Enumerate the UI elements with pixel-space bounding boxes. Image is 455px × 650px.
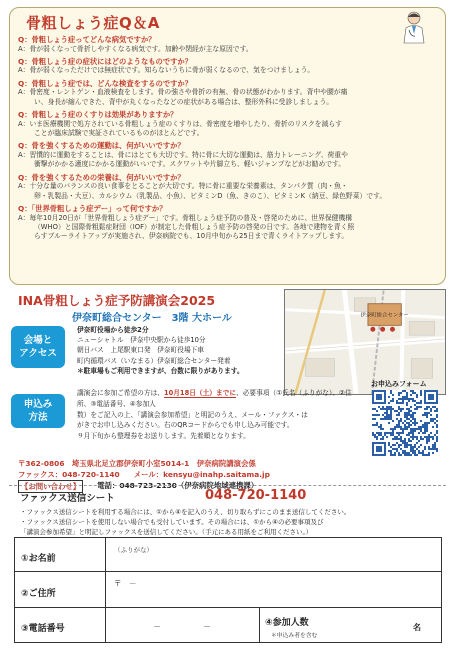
access-line: 朝日バス 上尾駅東口発 伊奈町役場下車 [77, 346, 205, 355]
qr-code-icon[interactable] [372, 390, 438, 456]
count-note: ＊申込み者を含む [271, 633, 318, 639]
count-unit: 名 [413, 623, 421, 632]
phone-separator: － [153, 622, 161, 631]
count-label: ④参加人数 [265, 618, 309, 628]
qa-item [18, 35, 437, 54]
answer: 衝撃がかかる適度にかかる運動がいいです。スクワットや片脚立ち、軽いジャンプなどがお勧めです。 [34, 160, 346, 169]
question: Q：骨粗しょう症ってどんな病気ですか？ [18, 35, 156, 44]
address: 〒362-0806 埼玉県北足立郡伊奈町小室5014-1 伊奈病院講演会係 [18, 459, 256, 468]
qr-label: お申込みフォーム [371, 380, 427, 388]
question: Q：骨粗しょう症の症状にはどのようなものですか？ [18, 56, 193, 66]
name-label: ①お名前 [21, 554, 56, 564]
qa-item [18, 110, 437, 138]
apply-instructions: 講演会に参加ご希望の方は、10月18日（土）までに、必要事項（①氏名（ふりがな）、②住所、③電話番号、④参加人 数）をご記入の上、「講演会参加希望」と明記のうえ、メール・ファクス・は がきでお申し込みください。右のQRコードからでも申し込み可能です。 ９月下旬から整理券をお送りします。先着順となります。 [77, 389, 352, 441]
answer: A：十分な量のバランスの良い食事をとることが大切です。特に骨に重要な栄養素は、タンパク質（肉・魚・ [18, 182, 348, 191]
answer: A：いま医療機関で処方されている骨粗しょう症のくすりは、骨密度を増やしたり、骨折のリスクを減らす [18, 119, 342, 128]
qa-panel [9, 7, 446, 285]
cut-line [9, 485, 446, 486]
fax-form [14, 537, 442, 643]
qa-item [18, 79, 437, 107]
access-line: ニューシャトル 伊奈中央駅から徒歩10分 [77, 336, 206, 345]
zip-field[interactable]: 〒 － [114, 579, 137, 588]
answer: 卵・乳製品・大豆）、カルシウム（乳製品、小魚）、ビタミンD（魚、きのこ）、ビタミンK（納豆、緑色野菜）です。 [34, 191, 387, 200]
access-badge: 会場と アクセス [11, 326, 65, 368]
doctor-illustration-icon [399, 10, 429, 44]
fax-contact: ファックス：048-720-1140 [18, 470, 120, 479]
question: Q：「世界骨粗しょう症デー」って何ですか？ [18, 204, 167, 214]
access-info [77, 325, 244, 376]
address-label: ②ご住所 [21, 589, 56, 599]
question: Q：骨粗しょう症では、どんな検査をするのですか？ [18, 78, 193, 88]
phone-label: ③電話番号 [21, 624, 65, 634]
answer: らすブルーライトアップが実施され、伊奈病院でも、10月中旬から25日まで青くライトアップします。 [34, 232, 349, 241]
fax-number: 048-720-1140 [205, 488, 307, 503]
answer: A：習慣的に運動をすることは、骨にはとても大切です。特に骨に大切な運動は、筋力トレーニング、荷重や [18, 150, 348, 159]
venue-name: 伊奈町総合センター 3階 大ホール [72, 313, 232, 324]
access-line: 町内循環バス（いなまる）伊奈町総合センター発着 [77, 356, 231, 365]
question: Q：骨を強くするための栄養は、何がいいですか？ [18, 172, 185, 182]
question: Q：骨粗しょう症のくすりは効果がありますか？ [18, 110, 178, 120]
answer: （WHO）と国際骨粗鬆症財団（IOF）が制定した骨粗しょう症予防の啓発の日です。各地で建物を青く照 [34, 222, 355, 231]
fax-sheet-title: ファックス送信シート [20, 493, 115, 504]
map-venue-label: 伊奈町総合センター [360, 312, 409, 319]
fax-notes: ・ファックス送信シートを利用する場合には、①から④を記入のうえ、切り取らずにこのまま送信してください。 ・ファックス送信シートを使用しない場合でも受付しています。その場合には、①から④の必要事項及び 「講演会参加希望」と明記しファックスを送信してください。（手元にある用紙をご利用ください。） [20, 508, 351, 536]
furigana-label: （ふりがな） [114, 546, 153, 554]
answer: A：骨密度・レントゲン・血液検査をします。骨の強さや骨折の有無、骨の状態がわかります。背中や腰が痛 [18, 88, 348, 97]
qa-list [18, 35, 437, 242]
event-title: INA骨粗しょう症予防講演会2025 [18, 293, 216, 308]
email-contact[interactable]: メール：kensyu@inahp.saitama.jp [133, 470, 270, 479]
answer: A：毎年10月20日が「世界骨粗しょう症デー」です。骨粗しょう症予防の普及・啓発のために、世界保健機構 [18, 213, 353, 222]
apply-badge: 申込み 方法 [11, 394, 65, 428]
deadline: 10月18日（土）までに [163, 389, 237, 397]
access-line: 伊奈町役場から徒歩2分 [77, 326, 149, 334]
qa-item [18, 57, 437, 76]
phone-contact: 電話：048-723-2130（伊奈病院地域連携課） [97, 481, 259, 490]
qa-item [18, 204, 437, 242]
qa-item [18, 173, 437, 201]
answer: A：骨が弱くなって骨折しやすくなる病気です。加齢や閉経が主な原因です。 [18, 44, 253, 53]
phone-separator: － [203, 622, 211, 631]
question: Q：骨を強くするための運動は、何がいいですか？ [18, 141, 185, 151]
answer: ことが臨床試験で実証されているものがほとんどです。 [34, 129, 204, 138]
qa-item [18, 141, 437, 169]
answer: い、身長が縮んできた、背中が丸くなったなどの症状がある場合は、整形外科に受診しましょう。 [34, 97, 334, 106]
inquiry-label: 【お問い合わせ】 [18, 480, 83, 493]
qa-title: 骨粗しょう症Q＆A [26, 14, 160, 32]
answer: A：骨が弱くなっただけでは無症状です。知らないうちに骨が弱くなるので、気をつけましょう。 [18, 66, 315, 75]
parking-note: ＊駐車場もご利用できますが、台数に限りがあります。 [77, 366, 244, 375]
